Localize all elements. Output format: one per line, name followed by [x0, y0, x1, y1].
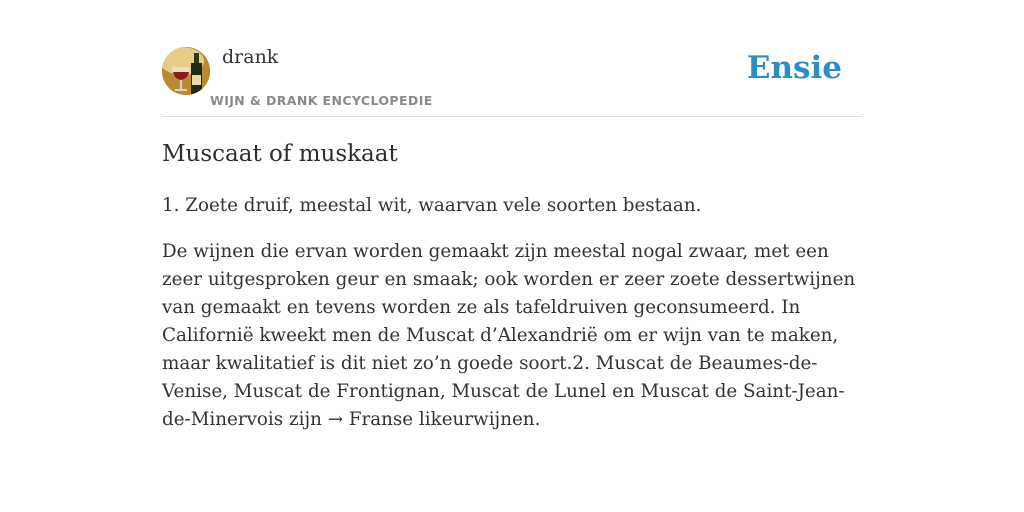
- entry-title: Muscaat of muskaat: [162, 141, 398, 167]
- brand-logo-link[interactable]: Ensie: [746, 50, 842, 86]
- entry-paragraph: 1. Zoete druif, meestal wit, waarvan vele soorten bestaan.: [162, 195, 702, 216]
- category-avatar[interactable]: [162, 47, 210, 95]
- category-link[interactable]: drank: [222, 46, 279, 68]
- wine-bottle-glass-icon: [162, 47, 210, 95]
- encyclopedia-subtitle: WIJN & DRANK ENCYCLOPEDIE: [210, 93, 433, 108]
- entry-content: [162, 136, 862, 434]
- header: [162, 44, 862, 117]
- entry-paragraph: De wijnen die ervan worden gemaakt zijn meestal nogal zwaar, met een zeer uitgesproken geur en smaak; ook worden er zeer zoete dessertwijnen van gemaakt en tevens worden ze als tafeldruiven geconsumeerd. In Californië kweekt men de Muscat d’Alexandrië om er wijn van te maken, maar kwalitatief is dit niet zo’n goede soort.2. Muscat de Beaumes-de-Venise, Muscat de Frontignan, Muscat de Lunel en Muscat de Saint-Jean-de-Minervois zijn → Franse likeurwijnen.: [162, 241, 856, 430]
